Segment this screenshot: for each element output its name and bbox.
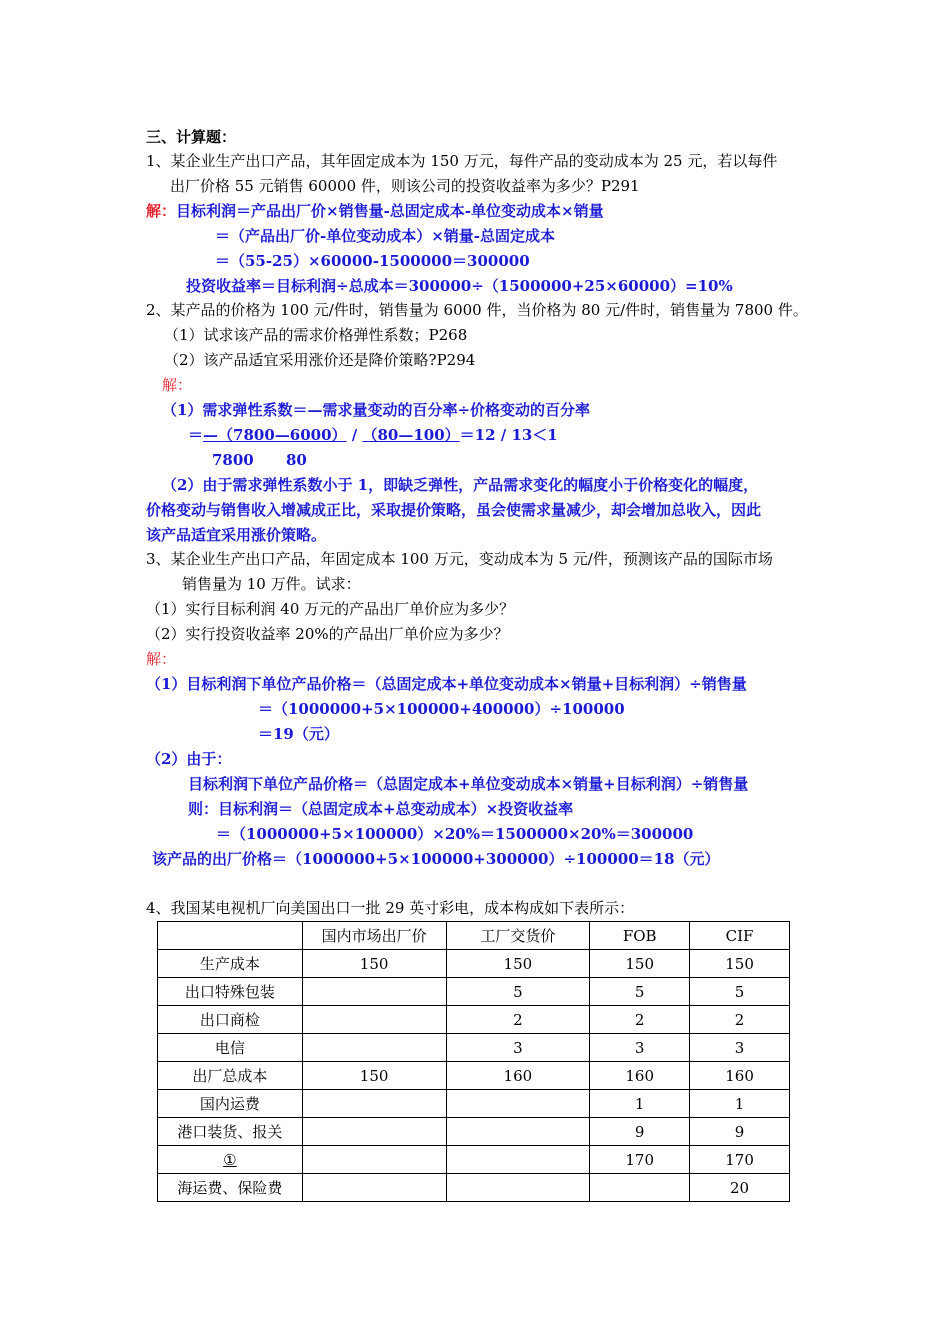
q4-line1: 4、我国某电视机厂向美国出口一批 29 英寸彩电，成本构成如下表所示： — [146, 899, 635, 917]
table-cell — [302, 1034, 446, 1062]
q2-line3: （2）该产品适宜采用涨价还是降价策略?P294 — [164, 351, 476, 369]
table-cell: 5 — [590, 978, 690, 1006]
q1-formula-2: ＝（产品出厂价-单位变动成本）×销量-总固定成本 — [215, 227, 556, 245]
table-cell — [446, 1118, 590, 1146]
q3-formula-1: （1）目标利润下单位产品价格＝（总固定成本+单位变动成本×销量+目标利润）÷销售量 — [146, 675, 747, 693]
table-row — [158, 1062, 790, 1090]
table-cell — [302, 978, 446, 1006]
table-cell — [302, 1146, 446, 1174]
q1-line1: 1、某企业生产出口产品，其年固定成本为 150 万元，每件产品的变动成本为 25 元，若以每件 — [146, 152, 778, 170]
table-header-cell: 国内市场出厂价 — [302, 922, 446, 950]
q2-conclusion-2: 价格变动与销售收入增减成正比，采取提价策略，虽会使需求量减少，却会增加总收入，因此 — [146, 501, 762, 519]
table-cell: 150 — [690, 950, 790, 978]
table-cell: 1 — [690, 1090, 790, 1118]
q3-formula-7: ＝（1000000+5×100000）×20%＝1500000×20%＝300000 — [216, 825, 694, 843]
q2-formula-2-pre: ＝ — [188, 426, 204, 444]
table-cell: 20 — [690, 1174, 790, 1202]
table-cell: 160 — [446, 1062, 590, 1090]
q3-formula-5: 目标利润下单位产品价格＝（总固定成本+单位变动成本×销量+目标利润）÷销售量 — [188, 775, 749, 793]
table-cell: 160 — [690, 1062, 790, 1090]
table-cell: 3 — [690, 1034, 790, 1062]
table-cell: 3 — [590, 1034, 690, 1062]
q2-conclusion-3: 该产品适宜采用涨价策略。 — [146, 526, 327, 544]
table-cell: 2 — [446, 1006, 590, 1034]
q2-formula-1: （1）需求弹性系数＝—需求量变动的百分率÷价格变动的百分率 — [162, 401, 591, 419]
table-row — [158, 1006, 790, 1034]
q2-numerator-1: —（7800—6000） — [203, 426, 347, 444]
table-row — [158, 1118, 790, 1146]
table-cell — [302, 1006, 446, 1034]
table-cell: 5 — [690, 978, 790, 1006]
table-row-label: 海运费、保险费 — [158, 1174, 303, 1202]
q2-formula-2-post: ＝12 / 13＜1 — [459, 426, 558, 444]
table-cell — [590, 1174, 690, 1202]
q2-numerator-2: （80—100） — [362, 426, 460, 444]
q1-formula-1: 目标利润＝产品出厂价×销售量-总固定成本-单位变动成本×销量 — [176, 202, 604, 220]
q2-conclusion-1: （2）由于需求弹性系数小于 1，即缺乏弹性，产品需求变化的幅度小于价格变化的幅度， — [162, 476, 759, 494]
q3-line1: 3、某企业生产出口产品，年固定成本 100 万元，变动成本为 5 元/件，预测该产品的国际市场 — [146, 550, 773, 568]
q1-formula-4: 投资收益率＝目标利润÷总成本＝300000÷（1500000+25×60000）=10% — [186, 277, 733, 295]
table-cell: 150 — [590, 950, 690, 978]
table-row — [158, 1034, 790, 1062]
table-row-label: 生产成本 — [158, 950, 303, 978]
table-header-cell: CIF — [690, 922, 790, 950]
q1-formula-3: ＝（55-25）×60000-1500000＝300000 — [215, 252, 530, 270]
table-cell: 5 — [446, 978, 590, 1006]
table-cell: 3 — [446, 1034, 590, 1062]
table-cell: 2 — [690, 1006, 790, 1034]
table-cell: 150 — [446, 950, 590, 978]
table-cell: 2 — [590, 1006, 690, 1034]
section-title: 三、计算题： — [146, 128, 237, 146]
table-row — [158, 1090, 790, 1118]
table-row-label: 电信 — [158, 1034, 303, 1062]
q2-jie-label: 解： — [162, 376, 193, 394]
table-row — [158, 950, 790, 978]
table-row — [158, 978, 790, 1006]
table-cell: 150 — [302, 950, 446, 978]
table-header-cell — [158, 922, 303, 950]
q1-jie-label: 解： — [146, 202, 177, 220]
table-cell: 160 — [590, 1062, 690, 1090]
table-cell — [446, 1146, 590, 1174]
table-cell — [446, 1174, 590, 1202]
table-cell: 9 — [590, 1118, 690, 1146]
table-row — [158, 1146, 790, 1174]
q3-formula-3: ＝19（元） — [258, 725, 339, 743]
table-row — [158, 1174, 790, 1202]
q1-solution-line1 — [146, 201, 604, 221]
q3-formula-8: 该产品的出厂价格＝（1000000+5×100000+300000）÷100000＝18（元） — [152, 850, 720, 868]
table-cell: 170 — [690, 1146, 790, 1174]
table-row-label: 国内运费 — [158, 1090, 303, 1118]
q3-formula-6: 则：目标利润＝（总固定成本+总变动成本）×投资收益率 — [188, 800, 574, 818]
table-header-cell: 工厂交货价 — [446, 922, 590, 950]
q2-denominator-2: 80 — [286, 451, 307, 469]
q2-line1: 2、某产品的价格为 100 元/件时，销售量为 6000 件，当价格为 80 元/件时，销售量为 7800 件。 — [146, 301, 808, 319]
q2-line2: （1）试求该产品的需求价格弹性系数；P268 — [164, 326, 468, 344]
table-cell: 1 — [590, 1090, 690, 1118]
table-cell — [302, 1174, 446, 1202]
q3-line2: 销售量为 10 万件。试求： — [182, 575, 361, 593]
q1-line2: 出厂价格 55 元销售 60000 件，则该公司的投资收益率为多少？P291 — [170, 177, 640, 195]
table-cell — [302, 1090, 446, 1118]
table-row-label: 港口装货、报关 — [158, 1118, 303, 1146]
table-row-label: 出口特殊包装 — [158, 978, 303, 1006]
q3-line4: （2）实行投资收益率 20%的产品出厂单价应为多少？ — [146, 625, 509, 643]
table-header-cell: FOB — [590, 922, 690, 950]
table-cell: 150 — [302, 1062, 446, 1090]
q3-formula-4: （2）由于： — [146, 750, 232, 768]
table-cell: 9 — [690, 1118, 790, 1146]
table-cell — [446, 1090, 590, 1118]
table-row-label: ① — [158, 1146, 303, 1174]
table-row-label: 出口商检 — [158, 1006, 303, 1034]
cost-table — [157, 921, 790, 1202]
q3-jie-label: 解： — [146, 650, 177, 668]
q3-formula-2: ＝（1000000+5×100000+400000）÷100000 — [258, 700, 625, 718]
table-cell: 170 — [590, 1146, 690, 1174]
q2-slash: / — [346, 426, 363, 444]
table-header-row — [158, 922, 790, 950]
q2-denominator-1: 7800 — [212, 451, 254, 469]
q3-line3: （1）实行目标利润 40 万元的产品出厂单价应为多少？ — [146, 600, 515, 618]
table-cell — [302, 1118, 446, 1146]
table-row-label: 出厂总成本 — [158, 1062, 303, 1090]
q2-formula-2 — [188, 425, 558, 445]
